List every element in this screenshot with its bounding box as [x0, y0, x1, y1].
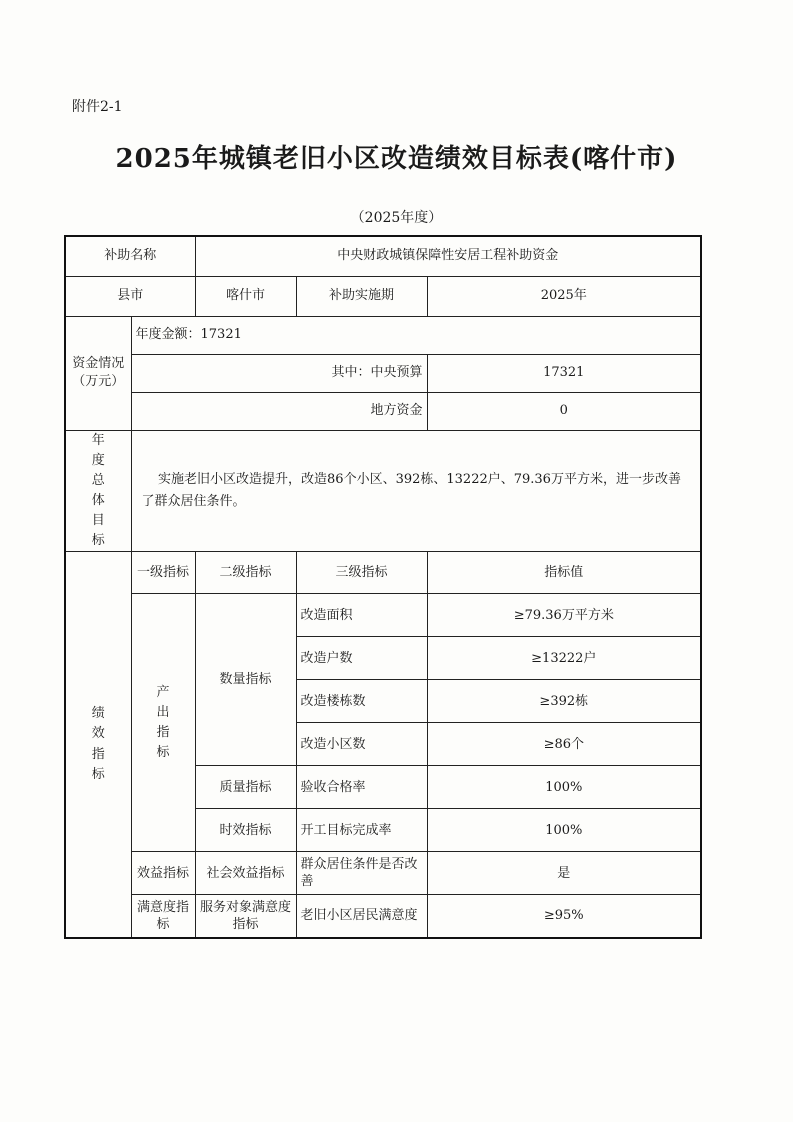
indicator-name: 验收合格率	[296, 766, 427, 809]
county-label: 县市	[65, 276, 195, 316]
satisfaction-indicator-label: 满意度指标	[131, 895, 195, 938]
indicator-name: 开工目标完成率	[296, 809, 427, 852]
indicator-name: 改造面积	[296, 594, 427, 637]
table-row	[65, 594, 701, 637]
indicator-value: ≥86个	[427, 723, 701, 766]
subsidy-row	[65, 236, 701, 276]
county-value: 喀什市	[195, 276, 296, 316]
table-row	[65, 895, 701, 938]
funds-local-row	[65, 392, 701, 430]
attachment-label: 附件2-1	[72, 99, 123, 115]
indicator-value: ≥13222户	[427, 637, 701, 680]
indicator-name: 改造户数	[296, 637, 427, 680]
central-budget-value: 17321	[427, 354, 701, 392]
goal-label-char: 目	[91, 513, 105, 529]
quality-indicator-label: 质量指标	[195, 766, 296, 809]
local-funds-label: 地方资金	[131, 392, 427, 430]
indicator-name: 群众居住条件是否改善	[296, 852, 427, 895]
goal-label-char: 年	[91, 432, 105, 448]
output-label-char: 标	[156, 744, 170, 760]
social-benefit-label: 社会效益指标	[195, 852, 296, 895]
annual-amount: 年度金额：17321	[131, 316, 701, 354]
indicators-label-char: 指	[91, 746, 105, 762]
benefit-indicator-label: 效益指标	[131, 852, 195, 895]
service-satisfaction-label: 服务对象满意度指标	[195, 895, 296, 938]
year-label: （2025年度）	[350, 210, 443, 226]
indicators-label-char: 标	[91, 766, 105, 782]
output-label-char: 出	[156, 704, 170, 720]
goal-label-char: 总	[91, 472, 105, 488]
indicator-value: 100%	[427, 809, 701, 852]
indicator-name: 改造楼栋数	[296, 680, 427, 723]
goal-label	[65, 430, 131, 552]
indicator-value: 是	[427, 852, 701, 895]
period-label: 补助实施期	[296, 276, 427, 316]
header-level3: 三级指标	[296, 552, 427, 594]
output-label-char: 产	[156, 684, 170, 700]
goal-text-content: 实施老旧小区改造提升，改造86个小区、392栋、13222户、79.36万平方米，进一步改善了群众居住条件。	[141, 471, 681, 509]
goal-label-char: 标	[91, 533, 105, 549]
period-value: 2025年	[427, 276, 701, 316]
indicator-value: ≥392栋	[427, 680, 701, 723]
subsidy-name-value: 中央财政城镇保障性安居工程补助资金	[195, 236, 701, 276]
funds-central-row	[65, 354, 701, 392]
output-label-char: 指	[156, 724, 170, 740]
performance-target-table	[64, 235, 702, 939]
quantity-indicator-label: 数量指标	[195, 594, 296, 766]
goal-label-char: 体	[91, 492, 105, 508]
indicator-value: ≥79.36万平方米	[427, 594, 701, 637]
header-level1: 一级指标	[131, 552, 195, 594]
subsidy-name-label: 补助名称	[65, 236, 195, 276]
local-funds-value: 0	[427, 392, 701, 430]
goal-label-char: 度	[91, 452, 105, 468]
funds-annual-row	[65, 316, 701, 354]
indicator-name: 改造小区数	[296, 723, 427, 766]
central-budget-label: 其中：中央预算	[131, 354, 427, 392]
header-level2: 二级指标	[195, 552, 296, 594]
header-value: 指标值	[427, 552, 701, 594]
indicator-name: 老旧小区居民满意度	[296, 895, 427, 938]
goal-text	[131, 430, 701, 552]
indicator-header-row	[65, 552, 701, 594]
indicators-label-char: 效	[91, 726, 105, 742]
table-row	[65, 852, 701, 895]
funds-label-line1: 资金情况	[72, 356, 125, 372]
funds-label-line2: （万元）	[72, 374, 125, 389]
indicators-label	[65, 552, 131, 938]
county-row	[65, 276, 701, 316]
indicator-value: ≥95%	[427, 895, 701, 938]
output-indicator-label	[131, 594, 195, 852]
funds-label	[65, 316, 131, 430]
document-title: 2025年城镇老旧小区改造绩效目标表(喀什市)	[115, 144, 678, 174]
timeliness-indicator-label: 时效指标	[195, 809, 296, 852]
indicators-label-char: 绩	[91, 706, 105, 722]
indicator-value: 100%	[427, 766, 701, 809]
goal-row	[65, 430, 701, 552]
